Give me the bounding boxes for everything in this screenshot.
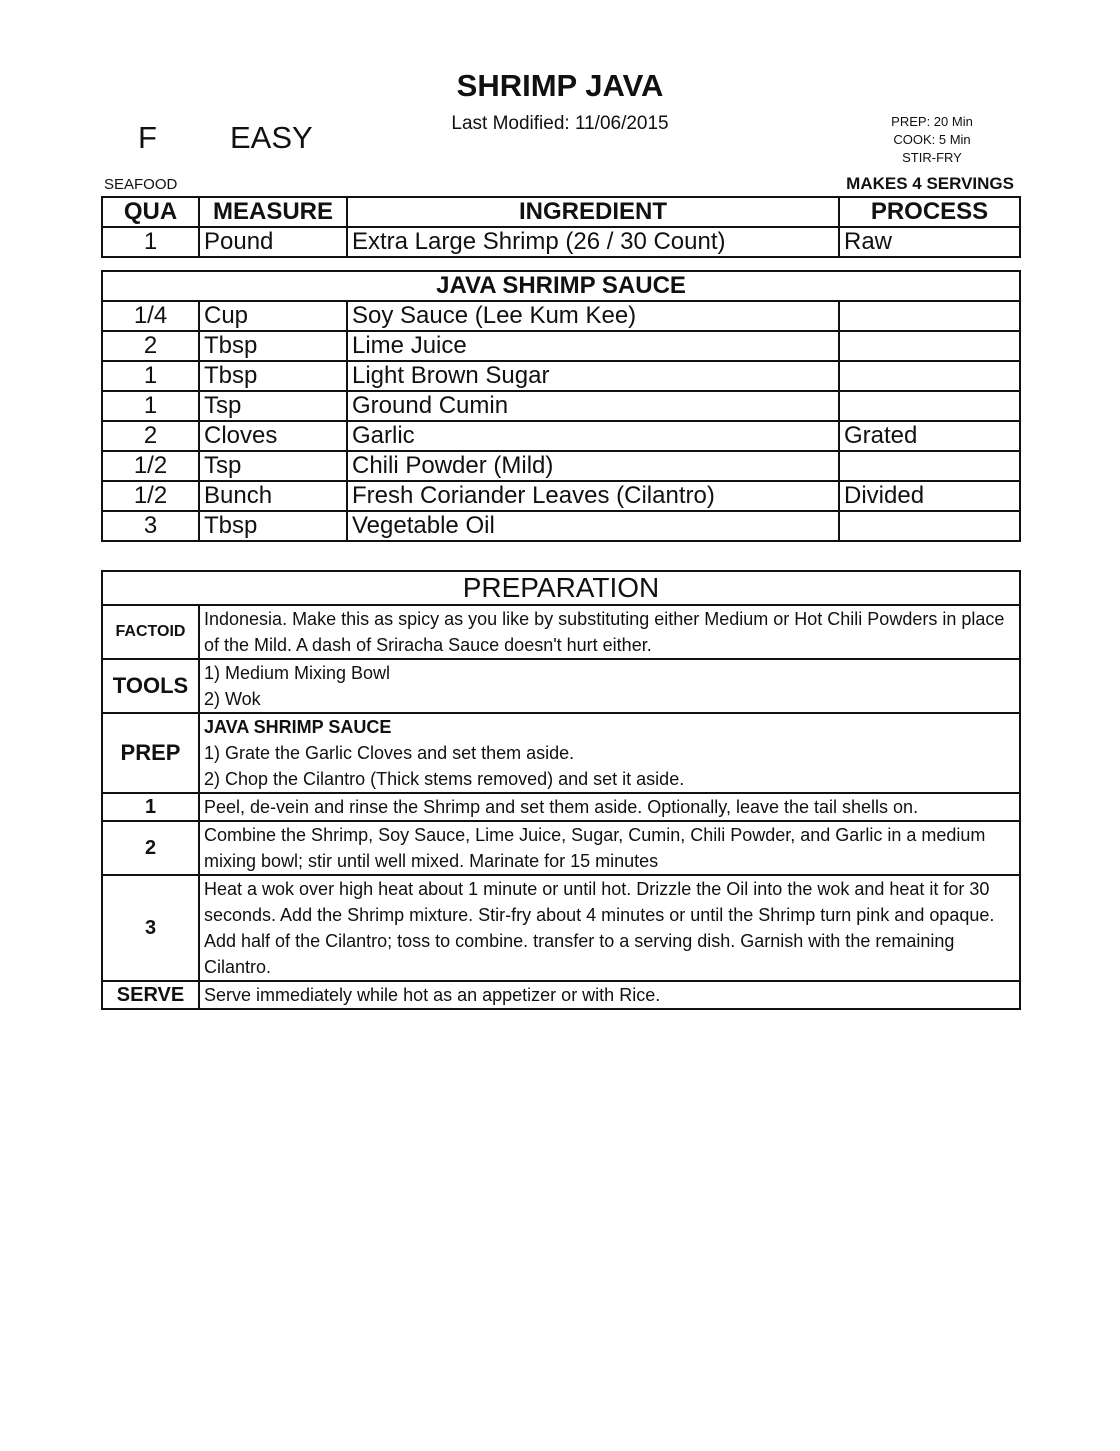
cell-ingredient: Lime Juice [347,331,839,361]
table-row [102,481,1020,511]
cell-ingredient: Ground Cumin [347,391,839,421]
cell-measure: Pound [199,227,347,257]
cell-ingredient: Light Brown Sugar [347,361,839,391]
step-number: 3 [102,875,199,981]
cell-qua: 1 [102,361,199,391]
cell-ingredient: Chili Powder (Mild) [347,451,839,481]
col-header-qua: QUA [102,197,199,227]
cell-ingredient: Garlic [347,421,839,451]
prep-row [102,713,1020,793]
cell-qua: 1 [102,391,199,421]
table-row [102,451,1020,481]
cell-process: Raw [839,227,1020,257]
cell-qua: 2 [102,421,199,451]
cell-process [839,301,1020,331]
cell-ingredient: Fresh Coriander Leaves (Cilantro) [347,481,839,511]
cell-qua: 1 [102,227,199,257]
table-row [102,421,1020,451]
serve-label: SERVE [102,981,199,1009]
prep-step: 1) Grate the Garlic Cloves and set them aside. [204,743,575,763]
step-row [102,875,1020,981]
preparation-title: PREPARATION [102,571,1020,605]
cell-qua: 3 [102,511,199,541]
cell-ingredient: Extra Large Shrimp (26 / 30 Count) [347,227,839,257]
cook-method: STIR-FRY [902,150,962,165]
cell-process [839,511,1020,541]
cell-measure: Tbsp [199,361,347,391]
serve-text: Serve immediately while hot as an appetizer or with Rice. [199,981,1020,1009]
table-header-row [102,197,1020,227]
difficulty-label: EASY [230,120,313,155]
cell-ingredient: Soy Sauce (Lee Kum Kee) [347,301,839,331]
step-text: Heat a wok over high heat about 1 minute or until hot. Drizzle the Oil into the wok and heat it for 30 seconds. Add the Shrimp mixture. Stir-fry about 4 minutes or until the Shrimp turn pink and opaque. Add half of the Cilantro; toss to combine. transfer to a serving dish. Garnish with the remaining Cilantro. [199,875,1020,981]
cell-measure: Tsp [199,391,347,421]
step-row [102,821,1020,875]
col-header-measure: MEASURE [199,197,347,227]
preparation-table [101,570,1021,1010]
cell-process: Divided [839,481,1020,511]
cell-process [839,451,1020,481]
tools-list [199,659,1020,713]
table-row [102,227,1020,257]
cell-measure: Tbsp [199,511,347,541]
cell-measure: Tbsp [199,331,347,361]
table-row [102,361,1020,391]
cell-measure: Cloves [199,421,347,451]
cell-measure: Bunch [199,481,347,511]
factoid-row [102,605,1020,659]
cook-time: COOK: 5 Min [893,132,971,147]
prep-content [199,713,1020,793]
cell-process: Grated [839,421,1020,451]
factoid-label: FACTOID [102,605,199,659]
servings-label: MAKES 4 SERVINGS [846,174,1014,193]
factoid-text: Indonesia. Make this as spicy as you like by substituting either Medium or Hot Chili Powders in place of the Mild. A dash of Sriracha Sauce doesn't hurt either. [199,605,1020,659]
table-row [102,511,1020,541]
sauce-header-row [102,271,1020,301]
serve-row [102,981,1020,1009]
prep-time: PREP: 20 Min [891,114,973,129]
col-header-process: PROCESS [839,197,1020,227]
time-block [852,113,1012,167]
cell-process [839,361,1020,391]
step-text: Peel, de-vein and rinse the Shrimp and set them aside. Optionally, leave the tail shells on. [199,793,1020,821]
cell-process [839,391,1020,421]
preparation-header-row [102,571,1020,605]
grade-letter: F [138,120,157,155]
step-row [102,793,1020,821]
prep-heading: JAVA SHRIMP SAUCE [204,717,392,737]
sauce-title: JAVA SHRIMP SAUCE [102,271,1020,301]
recipe-title: SHRIMP JAVA [456,68,664,103]
tool-item: 2) Wok [204,689,261,709]
cell-measure: Tsp [199,451,347,481]
cell-process [839,331,1020,361]
prep-label: PREP [102,713,199,793]
cell-qua: 1/2 [102,481,199,511]
step-number: 2 [102,821,199,875]
tool-item: 1) Medium Mixing Bowl [204,663,391,683]
table-row [102,301,1020,331]
step-text: Combine the Shrimp, Soy Sauce, Lime Juice, Sugar, Cumin, Chili Powder, and Garlic in a medium mixing bowl; stir until well mixed. Marinate for 15 minutes [199,821,1020,875]
table-row [102,391,1020,421]
category-label: SEAFOOD [104,176,178,193]
cell-qua: 1/4 [102,301,199,331]
cell-measure: Cup [199,301,347,331]
cell-qua: 2 [102,331,199,361]
tools-label: TOOLS [102,659,199,713]
main-ingredient-table [101,196,1021,258]
table-row [102,331,1020,361]
sauce-ingredient-table [101,270,1021,542]
tools-row [102,659,1020,713]
step-number: 1 [102,793,199,821]
cell-qua: 1/2 [102,451,199,481]
last-modified: Last Modified: 11/06/2015 [451,113,669,134]
prep-step: 2) Chop the Cilantro (Thick stems removed) and set it aside. [204,769,685,789]
col-header-ingredient: INGREDIENT [347,197,839,227]
cell-ingredient: Vegetable Oil [347,511,839,541]
